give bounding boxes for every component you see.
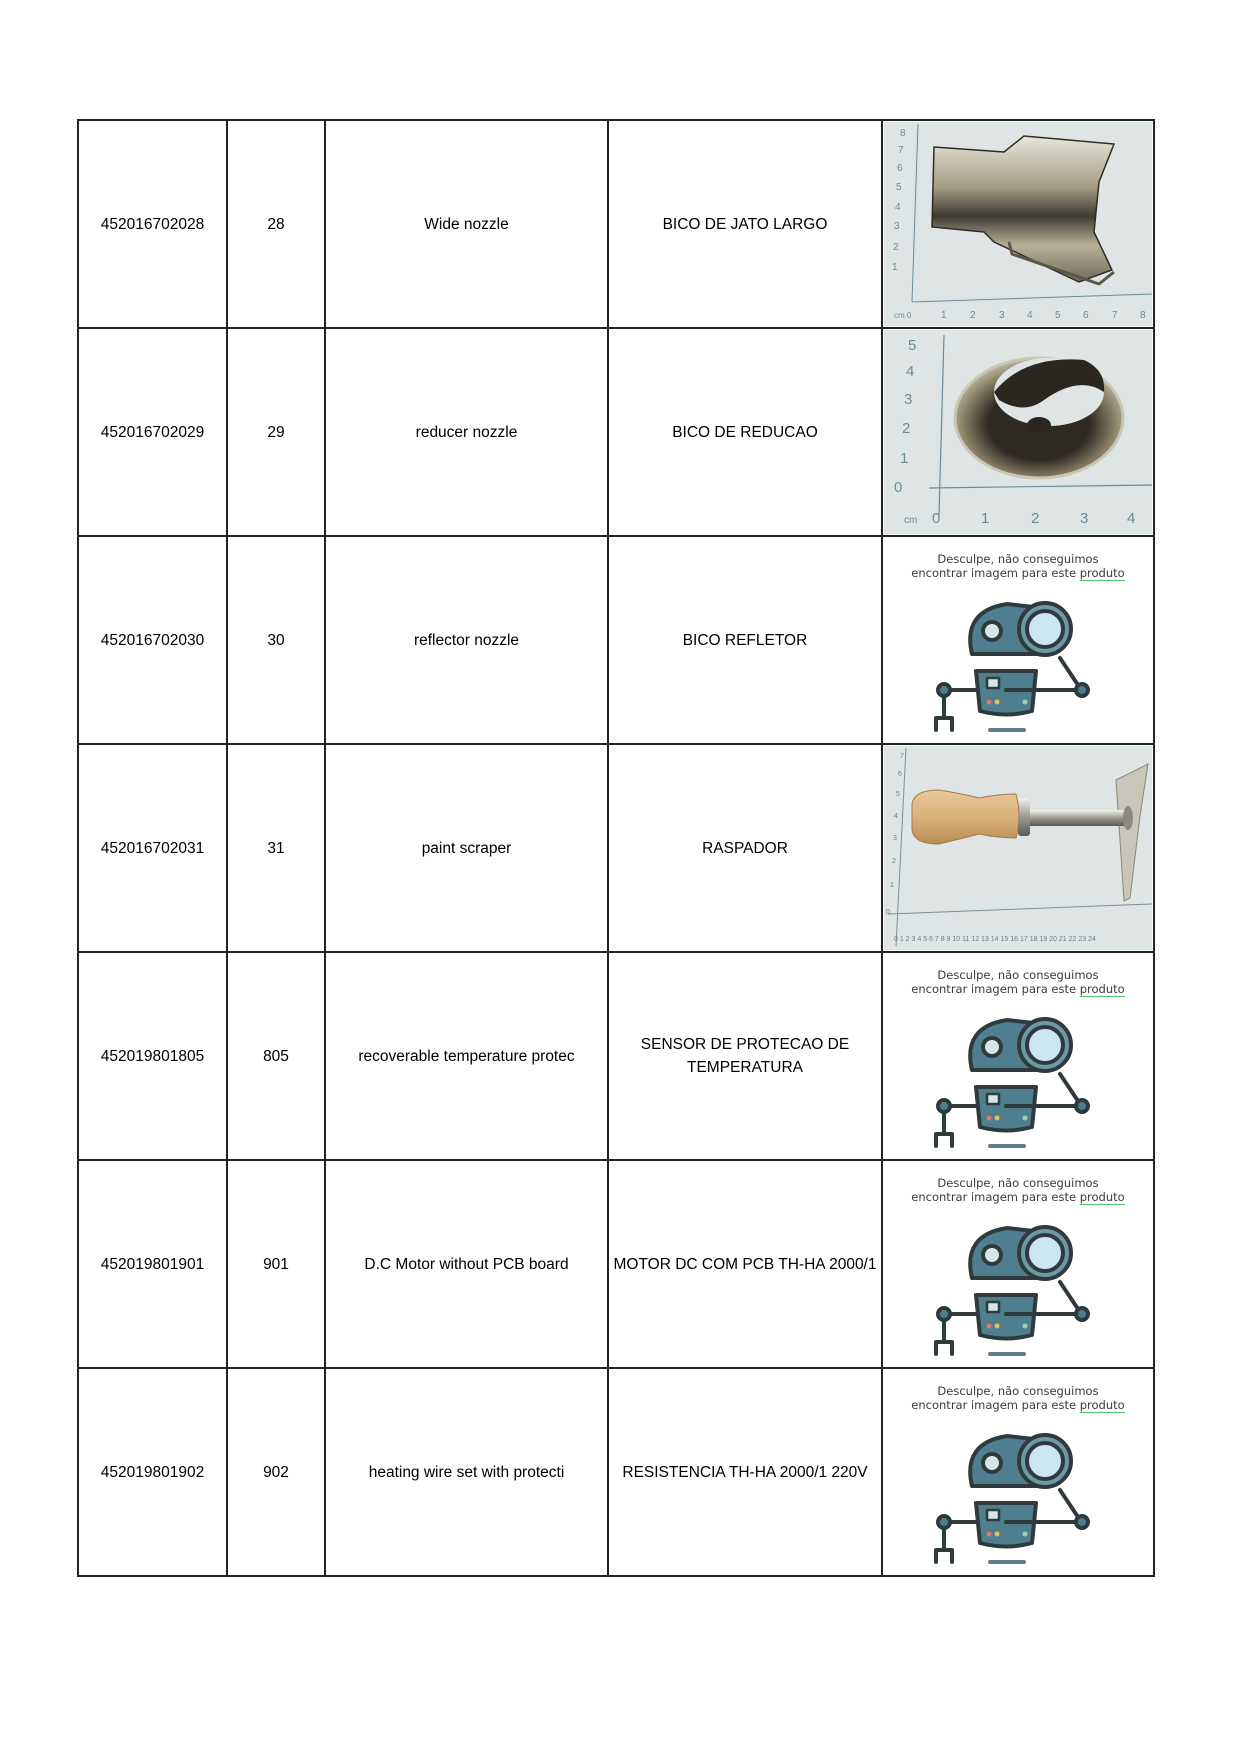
svg-text:8: 8 [900,128,906,139]
description-pt: BICO DE JATO LARGO [608,120,882,328]
product-image-cell [882,744,1154,952]
description-en: recoverable temperature protec [325,952,608,1160]
position-number: 30 [227,536,325,744]
robot-magnifier-icon [932,1418,1102,1568]
description-en: reflector nozzle [325,536,608,744]
image-not-found-placeholder [884,1370,1152,1574]
description-en: paint scraper [325,744,608,952]
placeholder-line-1: Desculpe, não conseguimos [937,1384,1099,1398]
svg-text:7: 7 [900,753,904,760]
position-number: 28 [227,120,325,328]
placeholder-message [884,1176,1152,1204]
svg-text:3: 3 [904,391,913,408]
placeholder-line-1: Desculpe, não conseguimos [937,1176,1099,1190]
svg-text:6: 6 [898,771,902,778]
description-pt: SENSOR DE PROTECAO DE TEMPERATURA [608,952,882,1160]
robot-magnifier-icon [932,1002,1102,1152]
svg-text:cm: cm [904,515,918,526]
svg-text:6: 6 [1083,310,1089,321]
placeholder-line-2: encontrar imagem para este [911,1398,1080,1412]
placeholder-link: produto [1079,1190,1125,1204]
paint-scraper-photo [884,746,1152,950]
svg-text:2: 2 [893,242,899,253]
placeholder-link: produto [1079,566,1125,580]
svg-text:1: 1 [892,262,898,273]
position-number: 29 [227,328,325,536]
svg-text:2: 2 [970,310,976,321]
reducer-nozzle-photo [884,330,1152,534]
image-not-found-placeholder [884,1162,1152,1366]
part-code: 452016702028 [78,120,227,328]
description-pt: RESISTENCIA TH-HA 2000/1 220V [608,1368,882,1576]
svg-text:cm 0: cm 0 [894,311,912,320]
product-image-cell [882,1160,1154,1368]
part-code: 452016702031 [78,744,227,952]
table-row [78,952,1154,1160]
svg-text:1: 1 [941,310,947,321]
position-number: 902 [227,1368,325,1576]
description-en: reducer nozzle [325,328,608,536]
svg-text:4: 4 [1127,510,1136,527]
svg-text:0: 0 [894,479,903,496]
table-row [78,536,1154,744]
svg-text:0: 0 [932,510,941,527]
svg-text:5: 5 [1055,310,1061,321]
placeholder-line-1: Desculpe, não conseguimos [937,552,1099,566]
svg-text:4: 4 [906,363,915,380]
svg-text:1: 1 [981,510,990,527]
product-image-cell [882,328,1154,536]
table-row [78,1160,1154,1368]
placeholder-message [884,552,1152,580]
product-image-cell [882,120,1154,328]
table-row [78,1368,1154,1576]
product-image-cell [882,952,1154,1160]
position-number: 805 [227,952,325,1160]
svg-text:3: 3 [894,221,900,232]
part-code: 452019801901 [78,1160,227,1368]
svg-text:1: 1 [890,882,894,889]
placeholder-line-2: encontrar imagem para este [911,1190,1080,1204]
part-code: 452016702029 [78,328,227,536]
svg-text:3: 3 [1080,510,1089,527]
svg-text:3: 3 [999,310,1005,321]
robot-magnifier-icon [932,586,1102,736]
svg-text:5: 5 [896,791,900,798]
position-number: 31 [227,744,325,952]
svg-text:4: 4 [894,813,898,820]
svg-text:4: 4 [1027,310,1033,321]
svg-text:1: 1 [900,450,909,467]
placeholder-link: produto [1079,982,1125,996]
svg-text:2: 2 [892,858,896,865]
svg-text:7: 7 [1112,310,1118,321]
svg-text:5: 5 [908,337,917,354]
table-row [78,120,1154,328]
description-en: Wide nozzle [325,120,608,328]
robot-magnifier-icon [932,1210,1102,1360]
svg-text:5: 5 [896,182,902,193]
position-number: 901 [227,1160,325,1368]
placeholder-message [884,968,1152,996]
product-image-cell [882,1368,1154,1576]
description-pt: MOTOR DC COM PCB TH-HA 2000/1 [608,1160,882,1368]
description-pt: RASPADOR [608,744,882,952]
svg-text:7: 7 [898,145,904,156]
svg-text:0 1 2 3 4 5 6 7 8 9 10 11 12 1: 0 1 2 3 4 5 6 7 8 9 10 11 12 13 14 15 16 17 18 19 20 21 22 23 24 [894,936,1096,943]
description-pt: BICO REFLETOR [608,536,882,744]
svg-text:2: 2 [902,420,911,437]
svg-text:8: 8 [1140,310,1146,321]
wide-nozzle-photo [884,122,1152,326]
svg-text:3: 3 [893,835,897,842]
svg-text:2: 2 [1031,510,1040,527]
part-code: 452019801902 [78,1368,227,1576]
svg-text:6: 6 [897,163,903,174]
placeholder-message [884,1384,1152,1412]
parts-table [77,119,1155,1577]
description-en: heating wire set with protecti [325,1368,608,1576]
placeholder-line-2: encontrar imagem para este [911,566,1080,580]
image-not-found-placeholder [884,954,1152,1158]
description-en: D.C Motor without PCB board [325,1160,608,1368]
svg-text:0: 0 [886,909,890,916]
part-code: 452016702030 [78,536,227,744]
image-not-found-placeholder [884,538,1152,742]
product-image-cell [882,536,1154,744]
svg-text:4: 4 [895,202,901,213]
placeholder-link: produto [1079,1398,1125,1412]
table-row [78,328,1154,536]
placeholder-line-2: encontrar imagem para este [911,982,1080,996]
part-code: 452019801805 [78,952,227,1160]
table-row [78,744,1154,952]
description-pt: BICO DE REDUCAO [608,328,882,536]
placeholder-line-1: Desculpe, não conseguimos [937,968,1099,982]
